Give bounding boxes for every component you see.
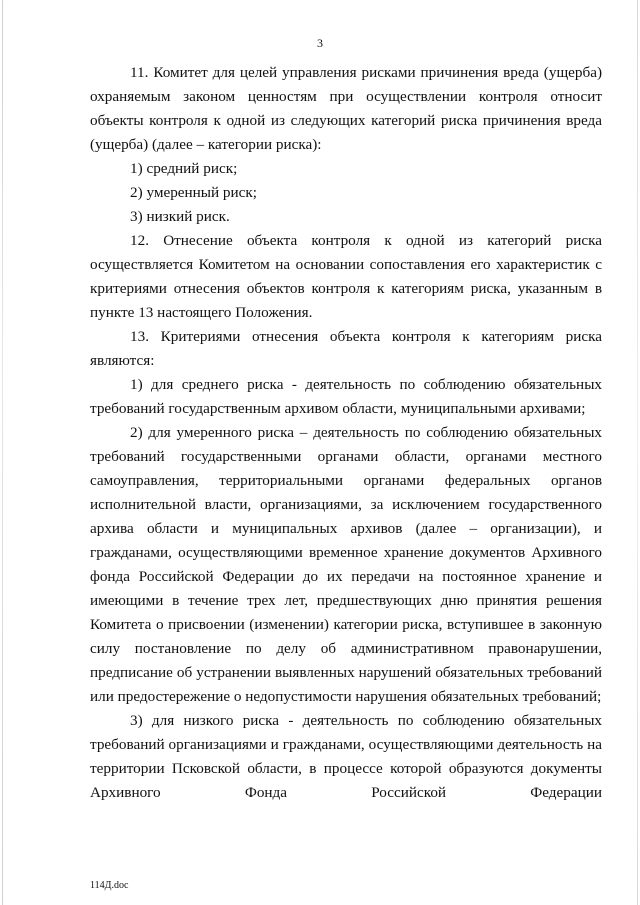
scan-edge-right — [637, 0, 638, 905]
page-number: 3 — [317, 36, 323, 50]
list-item-moderate-risk: 2) умеренный риск; — [130, 184, 257, 201]
criteria-medium-risk: 1) для среднего риска - деятельность по соблюдению обязательных требований государственным архивом области, муниципальными архивами; — [90, 376, 602, 417]
paragraph-11: 11. Комитет для целей управления рисками причинения вреда (ущерба) охраняемым законом ценностям при осуществлении контроля относит объекты контроля к одной из следующих категорий риска причинения вреда (ущерба) (далее – категории риска): — [90, 64, 602, 153]
criteria-moderate-risk: 2) для умеренного риска – деятельность по соблюдению обязательных требований государственными органами области, органами местного самоуправления, территориальными органами федеральных органов исполнительной власти, организациями, за исключением государственного архива области и муниципальных архивов (далее – организации), и гражданами, осуществляющими временное хранение документов Архивного фонда Российской Федерации до их передачи на постоянное хранение и имеющими в течение трех лет, предшествующих дню принятия решения Комитета о присвоении (изменении) категории риска, вступившее в законную силу постановление по делу об административном правонарушении, предписание об устранении выявленных нарушений обязательных требований или предостережение о недопустимости нарушения обязательных требований; — [90, 424, 602, 705]
scan-edge-left — [2, 0, 3, 905]
file-name-footer: 114Д.doc — [90, 880, 129, 891]
criteria-low-risk: 3) для низкого риска - деятельность по соблюдению обязательных требований организациями и гражданами, осуществляющими деятельность на территории Псковской области, в процессе которой образуются документы Архивного Фонда Российской Федерации — [90, 712, 602, 801]
paragraph-13: 13. Критериями отнесения объекта контроля к категориям риска являются: — [90, 328, 602, 369]
document-body — [90, 61, 602, 805]
list-item-medium-risk: 1) средний риск; — [130, 160, 238, 177]
paragraph-12: 12. Отнесение объекта контроля к одной из категорий риска осуществляется Комитетом на основании сопоставления его характеристик с критериями отнесения объектов контроля к категориям риска, указанным в пункте 13 настоящего Положения. — [90, 232, 602, 321]
list-item-low-risk: 3) низкий риск. — [130, 208, 230, 225]
